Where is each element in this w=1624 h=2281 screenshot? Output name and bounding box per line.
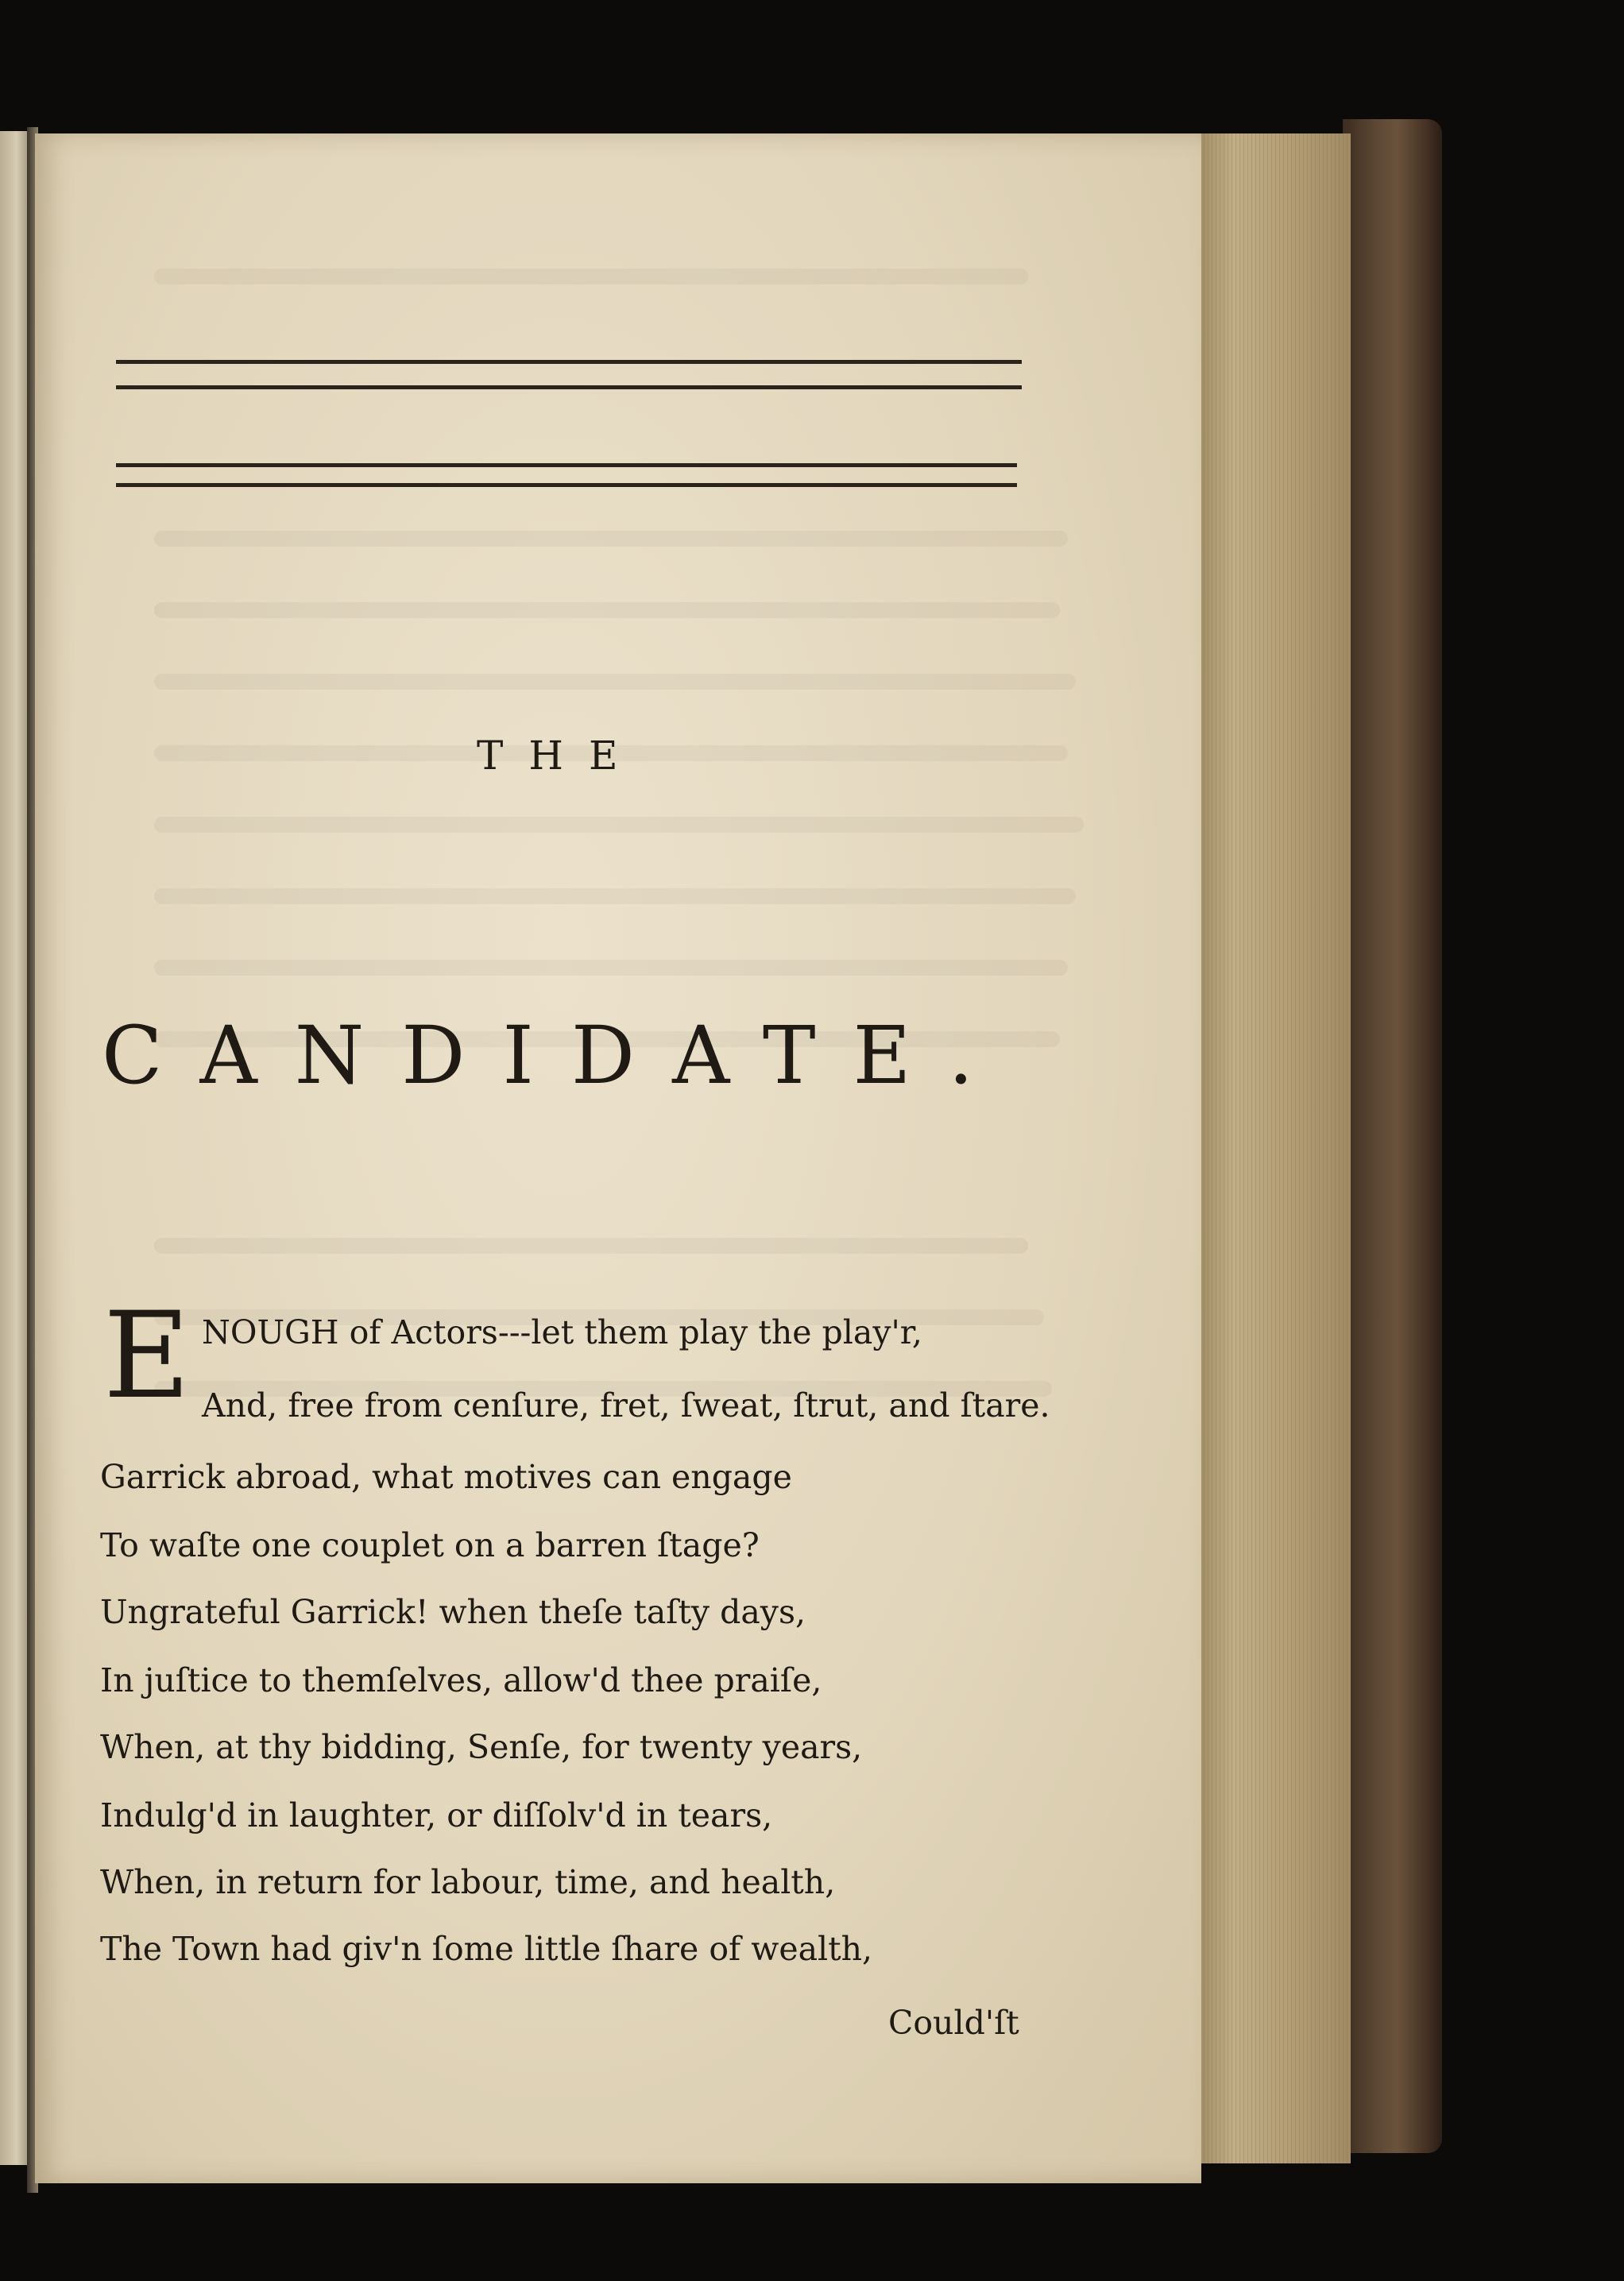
verse-line: When, at thy bidding, Senſe, for twenty years, xyxy=(100,1728,863,1766)
page-title: CANDIDATE. xyxy=(102,1009,1011,1102)
show-through xyxy=(154,531,1068,547)
verse-line: NOUGH of Actors---let them play the play'r, xyxy=(202,1313,922,1351)
verse-line: When, in return for labour, time, and health, xyxy=(100,1863,836,1901)
verse-line: Ungrateful Garrick! when theſe taſty days, xyxy=(100,1593,806,1631)
verse-line: The Town had giv'n ſome little ſhare of wealth, xyxy=(100,1930,873,1968)
book-cover xyxy=(1343,119,1442,2153)
top-rule-3 xyxy=(116,463,1017,467)
top-rule-4 xyxy=(116,483,1017,487)
verse-line: To waſte one couplet on a barren ſtage? xyxy=(100,1526,760,1564)
catchword: Could'ſt xyxy=(888,2004,1019,2042)
top-rule-2 xyxy=(116,385,1022,389)
show-through xyxy=(154,1238,1028,1254)
show-through xyxy=(154,674,1076,690)
verse-line: In juſtice to themſelves, allow'd thee praiſe, xyxy=(100,1661,822,1699)
page-fore-edge xyxy=(1196,133,1351,2163)
verse-line: Garrick abroad, what motives can engage xyxy=(100,1458,792,1496)
show-through xyxy=(154,960,1068,976)
show-through xyxy=(154,602,1060,618)
heading-the: THE xyxy=(477,733,644,779)
verse-line: And, free from cenſure, fret, ſweat, ſtrut, and ſtare. xyxy=(202,1386,1050,1425)
verse-line: Indulg'd in laughter, or diſſolv'd in tears, xyxy=(100,1796,773,1834)
previous-page-edge xyxy=(0,131,30,2165)
top-rule-1 xyxy=(116,360,1022,364)
show-through xyxy=(154,269,1028,284)
drop-cap: E xyxy=(103,1287,191,1425)
show-through xyxy=(154,817,1084,833)
show-through xyxy=(154,888,1076,904)
